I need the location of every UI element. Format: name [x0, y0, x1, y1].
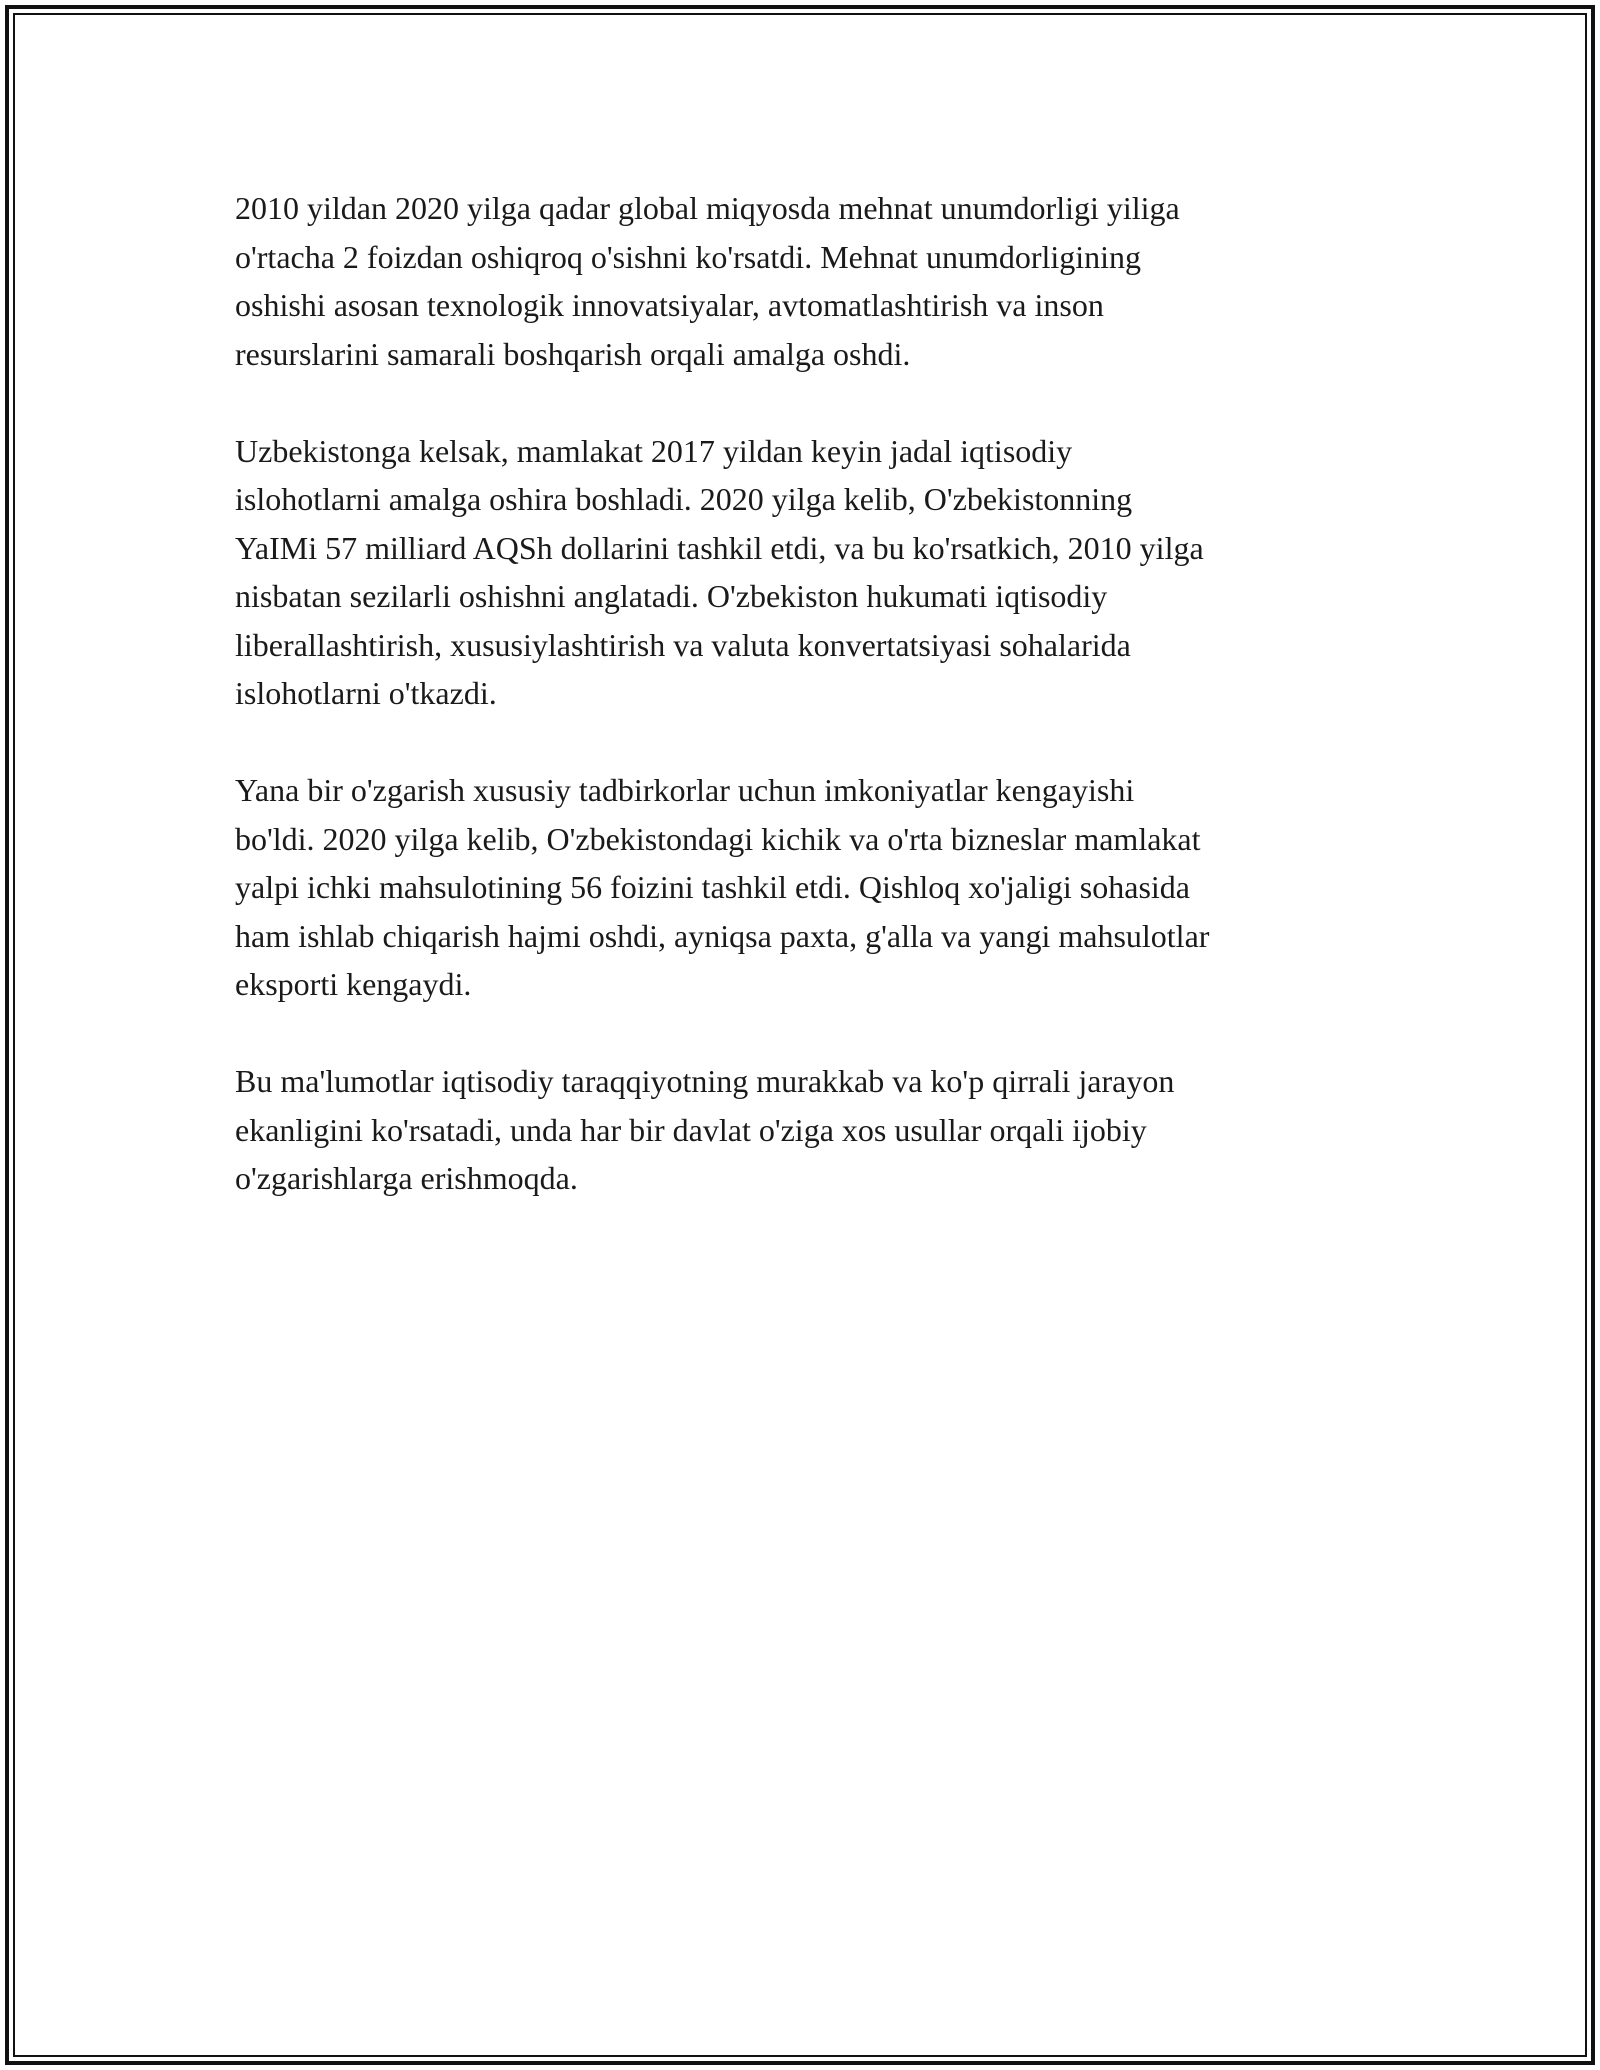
paragraph-line: oshishi asosan texnologik innovatsiyalar, avtomatlashtirish va inson — [235, 287, 1104, 323]
paragraph-line: ekanligini ko'rsatadi, unda har bir davlat o'ziga xos usullar orqali ijobiy — [235, 1111, 1147, 1148]
paragraph-line: nisbatan sezilarli oshishni anglatadi. O'zbekiston hukumati iqtisodiy — [235, 578, 1108, 614]
paragraph-1 — [235, 184, 1365, 378]
paragraph-line: islohotlarni amalga oshira boshladi. 2020 yilga kelib, O'zbekistonning — [235, 481, 1133, 517]
document-body — [235, 184, 1365, 1251]
paragraph-line: eksporti kengaydi. — [235, 966, 472, 1002]
paragraph-line: bo'ldi. 2020 yilga kelib, O'zbekistondagi kichik va o'rta bizneslar mamlakat — [235, 820, 1201, 857]
paragraph-3 — [235, 766, 1365, 1009]
paragraph-line: liberallashtirish, xususiylashtirish va valuta konvertatsiyasi sohalarida — [235, 626, 1131, 663]
paragraph-line: islohotlarni o'tkazdi. — [235, 675, 497, 711]
paragraph-line: o'zgarishlarga erishmoqda. — [235, 1160, 578, 1196]
paragraph-line: 2010 yildan 2020 yilga qadar global miqyosda mehnat unumdorligi yiliga — [235, 190, 1180, 226]
paragraph-4 — [235, 1057, 1365, 1203]
paragraph-line: yalpi ichki mahsulotining 56 foizini tashkil etdi. Qishloq xo'jaligi sohasida — [235, 869, 1190, 905]
paragraph-line: Yana bir o'zgarish xususiy tadbirkorlar uchun imkoniyatlar kengayishi — [235, 772, 1135, 808]
paragraph-line: YaIMi 57 milliard AQSh dollarini tashkil etdi, va bu ko'rsatkich, 2010 yilga — [235, 529, 1204, 566]
paragraph-line: Uzbekistonga kelsak, mamlakat 2017 yildan keyin jadal iqtisodiy — [235, 432, 1073, 469]
paragraph-2 — [235, 427, 1365, 718]
paragraph-line: o'rtacha 2 foizdan oshiqroq o'sishni ko'rsatdi. Mehnat unumdorligining — [235, 238, 1142, 275]
paragraph-line: ham ishlab chiqarish hajmi oshdi, ayniqsa paxta, g'alla va yangi mahsulotlar — [235, 917, 1210, 954]
paragraph-line: resurslarini samarali boshqarish orqali amalga oshdi. — [235, 335, 911, 372]
paragraph-line: Bu ma'lumotlar iqtisodiy taraqqiyotning murakkab va ko'p qirrali jarayon — [235, 1063, 1175, 1099]
